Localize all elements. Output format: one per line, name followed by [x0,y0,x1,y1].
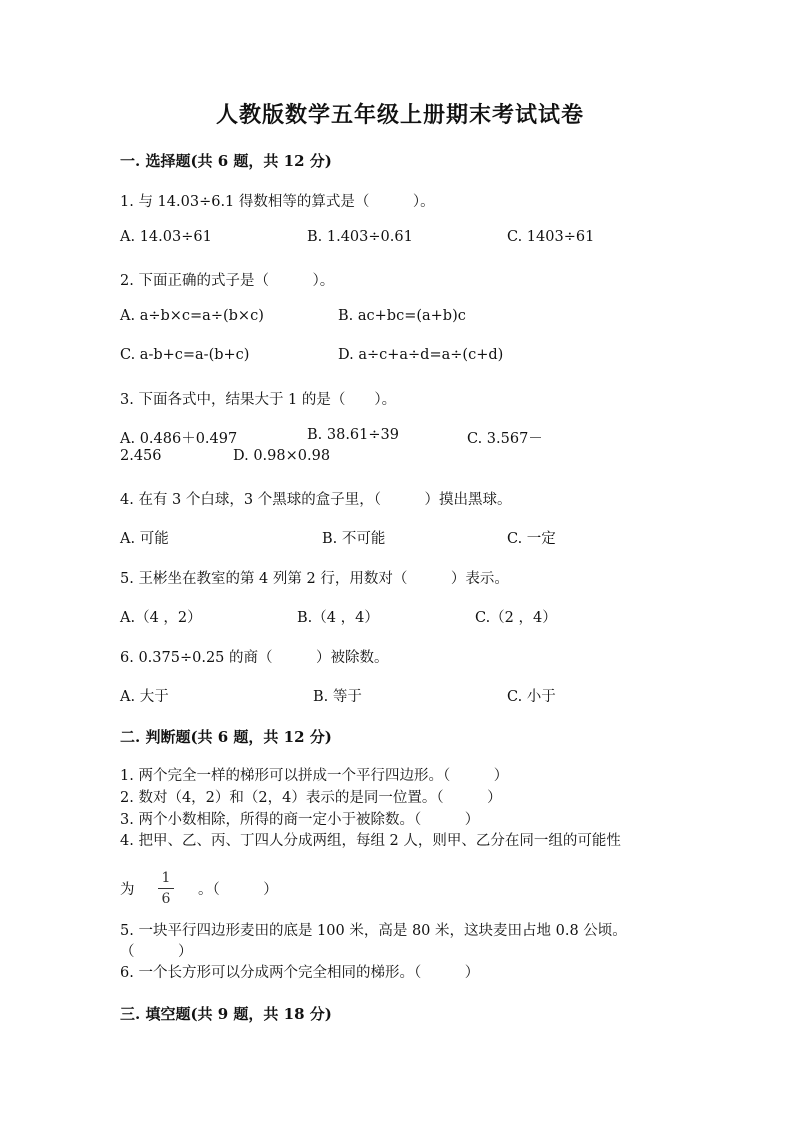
judge-item-1: 1. 两个完全一样的梯形可以拼成一个平行四边形。（ ） [120,768,509,784]
fraction-bar [158,888,174,889]
section-heading-fill: 三. 填空题(共 9 题，共 18 分) [120,1005,332,1023]
judge-item-4-prefix: 为 [120,882,135,898]
option-2a: A. a÷b×c=a÷(b×c) [120,308,264,324]
option-1c: C. 1403÷61 [507,229,595,245]
option-4c: C. 一定 [507,531,556,547]
option-3c-cont: 2.456 [120,448,162,464]
fraction-denominator: 6 [161,891,171,907]
section-heading-choice: 一. 选择题(共 6 题，共 12 分) [120,152,332,170]
option-2d: D. a÷c+a÷d=a÷(c+d) [338,347,504,363]
option-5c: C.（2 ，4） [475,610,557,626]
judge-item-5: 5. 一块平行四边形麦田的底是 100 米，高是 80 米，这块麦田占地 0.8 公顷。 [120,923,627,939]
section-heading-judge: 二. 判断题(共 6 题，共 12 分) [120,728,332,746]
option-3b: B. 38.61÷39 [307,427,399,443]
option-5b: B.（4 ，4） [297,610,379,626]
fraction-one-sixth [158,870,174,907]
option-5a: A.（4 ，2） [120,610,202,626]
option-6b: B. 等于 [313,689,362,705]
option-1a: A. 14.03÷61 [120,229,212,245]
judge-item-4-suffix: 。（ ） [198,882,278,898]
judge-item-3: 3. 两个小数相除，所得的商一定小于被除数。（ ） [120,812,480,828]
option-3a: A. 0.486＋0.497 [120,431,238,447]
judge-item-6: 6. 一个长方形可以分成两个完全相同的梯形。（ ） [120,965,480,981]
question-6: 6. 0.375÷0.25 的商（ ）被除数。 [120,650,389,666]
question-1: 1. 与 14.03÷6.1 得数相等的算式是（ ）。 [120,194,435,210]
option-3d: D. 0.98×0.98 [233,448,331,464]
question-4: 4. 在有 3 个白球，3 个黑球的盒子里，（ ）摸出黑球。 [120,492,512,508]
fraction-numerator: 1 [161,870,171,886]
question-3: 3. 下面各式中，结果大于 1 的是（ ）。 [120,392,397,408]
option-2c: C. a-b+c=a-(b+c) [120,347,250,363]
option-6c: C. 小于 [507,689,556,705]
option-6a: A. 大于 [120,689,169,705]
question-2: 2. 下面正确的式子是（ ）。 [120,273,335,289]
option-4b: B. 不可能 [322,531,386,547]
option-1b: B. 1.403÷0.61 [307,229,413,245]
page-title: 人教版数学五年级上册期末考试试卷 [215,102,584,128]
judge-item-5-cont: （ ） [120,944,193,960]
judge-item-4: 4. 把甲、乙、丙、丁四人分成两组，每组 2 人，则甲、乙分在同一组的可能性 [120,833,621,849]
option-4a: A. 可能 [120,531,169,547]
question-5: 5. 王彬坐在教室的第 4 列第 2 行，用数对（ ）表示。 [120,571,509,587]
option-3c: C. 3.567－ [467,431,543,447]
option-2b: B. ac+bc=(a+b)c [338,308,466,324]
judge-item-2: 2. 数对（4，2）和（2，4）表示的是同一位置。（ ） [120,790,502,806]
